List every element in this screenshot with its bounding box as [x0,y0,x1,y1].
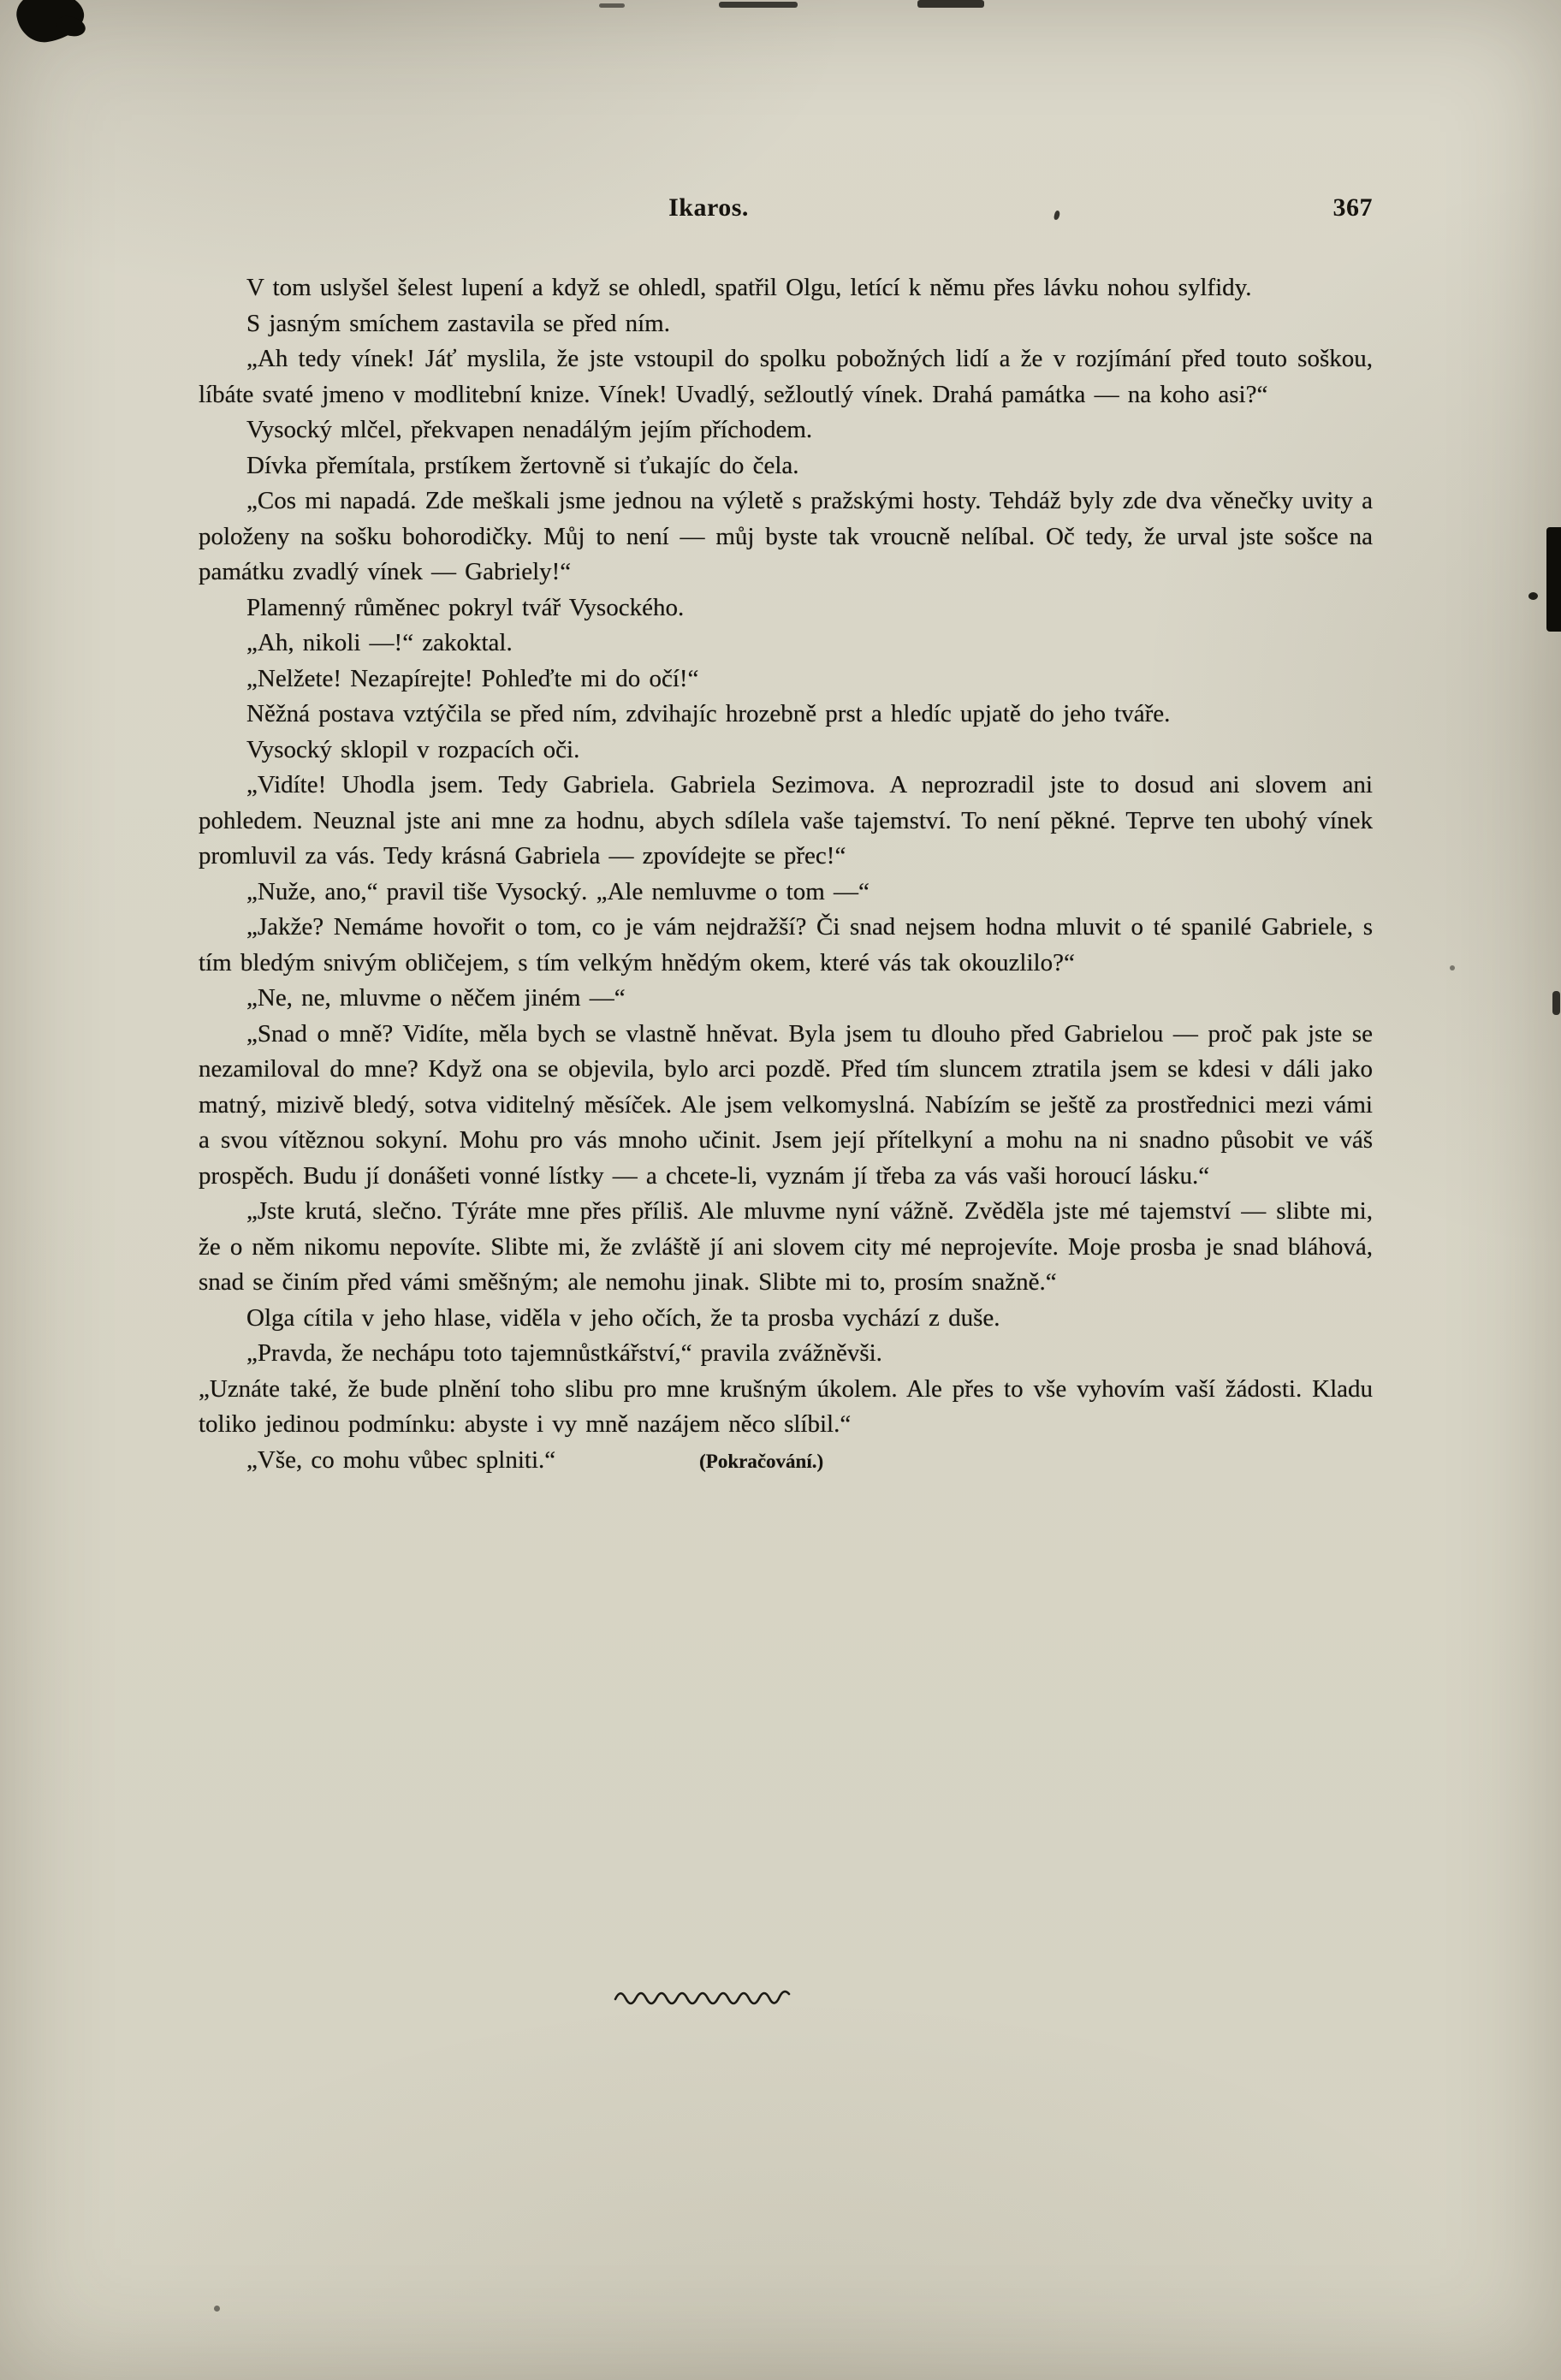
paragraph: Vysocký sklopil v rozpacích oči. [246,735,580,763]
paragraph: „Snad o mně? Vidíte, měla bych se vlastně hněvat. Byla jsem tu dlouho před Gabrielou — proč pak jste se nezamiloval do mne? Když ona se objevila, bylo arci pozdě. Před tím sluncem ztratila jsem se kdesi v dáli jako matný, mizivě bledý, sotva viditelný měsíček. Ale jsem velkomyslná. Nabízím se ještě za prostřednici mezi vámi a svou vítěznou sokyní. Mohu pro vás mnoho učinit. Jsem její přítelkyní a mohu na ni snadno působit ve váš prospěch. Budu jí donášeti vonné lístky — a chcete-li, vyznám jí třeba za vás vaši horoucí lásku.“ [199,1019,1373,1190]
scan-artifact-top-dash [719,2,798,8]
closing-quote: „Vše, co mohu vůbec splniti.“ [246,1445,556,1474]
paragraph: Plamenný růměnec pokryl tvář Vysockého. [246,593,685,621]
paragraph: „Nuže, ano,“ pravil tiše Vysocký. „Ale nemluvme o tom —“ [246,877,870,905]
scan-artifact-top-dash [599,3,625,8]
paragraph: Dívka přemítala, prstíkem žertovně si ťukajíc do čela. [246,451,799,479]
closing-line [199,1443,1373,1480]
paragraph: „Nelžete! Nezapírejte! Pohleďte mi do očí!“ [246,664,699,692]
scan-artifact-top-dash [917,0,984,8]
scan-artifact-edge-bar [1546,527,1561,632]
paragraph: „Jste krutá, slečno. Týráte mne přes příliš. Ale mluvme nyní vážně. Zvěděla jste mé tajemství — slibte mi, že o něm nikomu nepovíte. Slibte mi, že zvláště jí ani slovem city mé neprojevíte. Moje prosba je snad bláhová, snad se činím před vámi směšným; ale nemohu jinak. Slibte mi to, prosím snažně.“ [199,1197,1373,1296]
continuation-note: (Pokračování.) [699,1450,824,1472]
end-squiggle-decoration [613,1984,798,2009]
scan-artifact-speck [214,2306,220,2312]
paragraph: „Cos mi napadá. Zde meškali jsme jednou na výletě s pražskými hosty. Tehdáž byly zde dva věnečky uvity a položeny na sošku bohorodičky. Můj to není — můj byste tak vroucně nelíbal. Oč tedy, že urval jste sošce na památku zvadlý vínek — Gabriely!“ [199,487,1373,585]
scan-artifact-speck [1528,592,1538,600]
scan-artifact-edge-mark [1552,991,1560,1015]
paragraph: „Pravda, že nechápu toto tajemnůstkářství,“ pravila zvážněvši. [246,1339,882,1367]
body-text [199,270,1373,1479]
paragraph: „Ah, nikoli —!“ zakoktal. [246,629,513,656]
paragraph: S jasným smíchem zastavila se před ním. [246,309,670,337]
paragraph: Vysocký mlčel, překvapen nenadálým jejím příchodem. [246,416,813,443]
paragraph: „Vidíte! Uhodla jsem. Tedy Gabriela. Gabriela Sezimova. A neprozradil jste to dosud ani slovem ani pohledem. Neuznal jste ani mne za hodnu, abych sdílela vaše tajemství. To není pěkné. Teprve ten ubohý vínek promluvil za vás. Tedy krásná Gabriela — zpovídejte se přec!“ [199,771,1373,870]
paragraph: „Ah tedy vínek! Jáť myslila, že jste vstoupil do spolku pobožných lidí a že v rozjímání před touto soškou, líbáte svaté jmeno v modlitební knize. Vínek! Uvadlý, sežloutlý vínek. Drahá památka — na koho asi?“ [199,345,1373,408]
paragraph: V tom uslyšel šelest lupení a když se ohledl, spatřil Olgu, letící k němu přes lávku nohou sylfidy. [246,274,1252,301]
paragraph: Olga cítila v jeho hlase, viděla v jeho očích, že ta prosba vychází z duše. [246,1303,1000,1332]
page-header [199,193,1373,223]
page-number: 367 [1332,193,1373,222]
paragraph: Něžná postava vztýčila se před ním, zdvihajíc hrozebně prst a hledíc upjatě do jeho tváře. [246,700,1171,727]
text-column [199,193,1373,1479]
scan-artifact-speck [1450,965,1455,970]
paragraph: „Uznáte také, že bude plnění toho slibu pro mne krušným úkolem. Ale přes to vše vyhovím vaší žádosti. Kladu toliko jedinou podmínku: abyste i vy mně nazájem něco slíbil.“ [199,1374,1373,1438]
running-title: Ikaros. [668,193,749,222]
paragraph: „Jakže? Nemáme hovořit o tom, co je vám nejdražší? Či snad nejsem hodna mluvit o té spanilé Gabriele, s tím bledým snivým obličejem, s tím velkým hnědým okem, které vás tak okouzlilo?“ [199,913,1373,976]
paragraph: „Ne, ne, mluvme o něčem jiném —“ [246,984,626,1012]
